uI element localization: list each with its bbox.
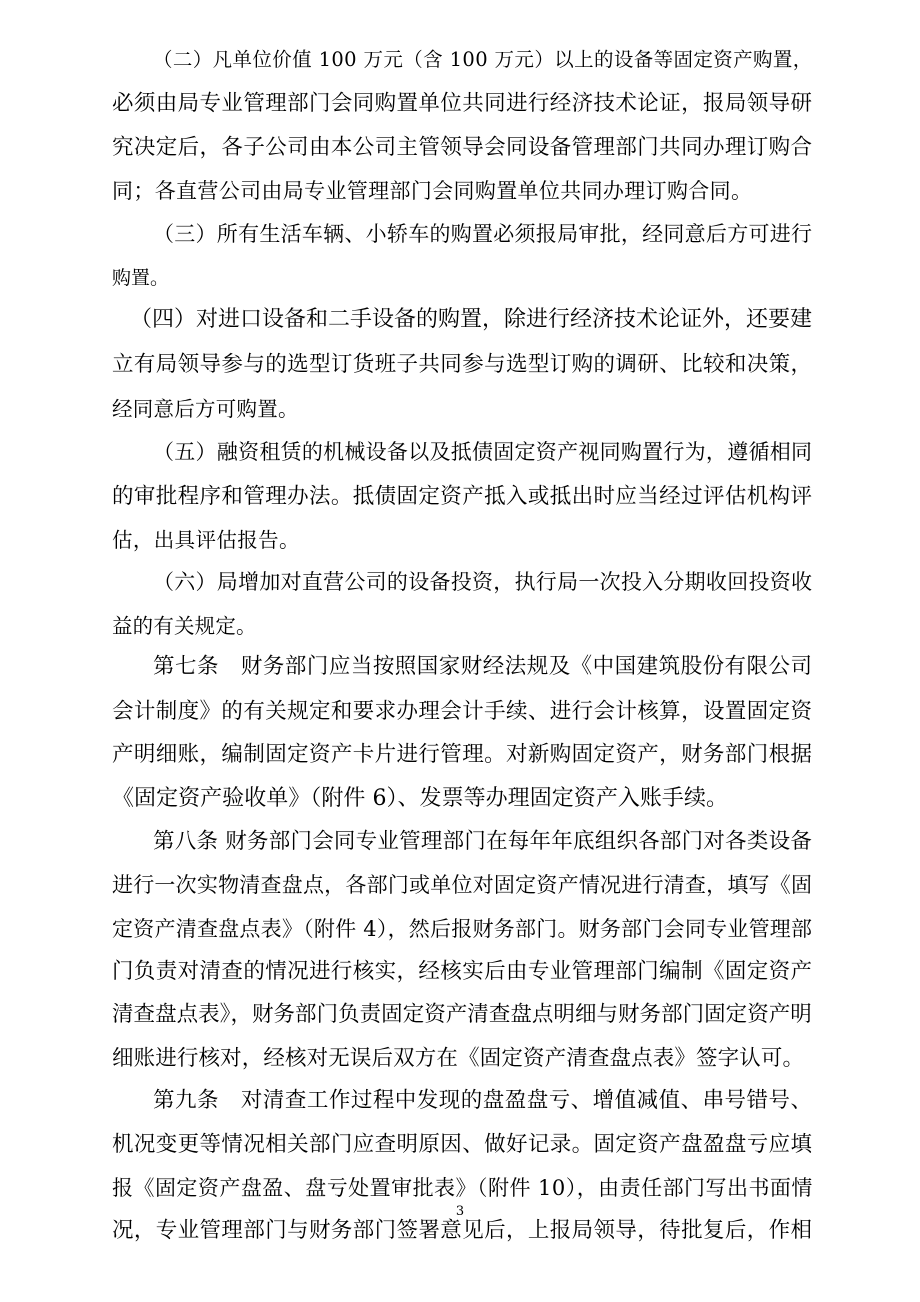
text-line: （二）凡单位价值 100 万元（含 100 万元）以上的设备等固定资产购置， <box>153 48 813 71</box>
text-line: 况，专业管理部门与财务部门签署意见后，上报局领导，待批复后，作相 <box>112 1218 813 1243</box>
text-line: 估，出具评估报告。 <box>112 528 300 552</box>
text-line: 必须由局专业管理部门会同购置单位共同进行经济技术论证，报局领导研 <box>112 91 813 116</box>
text-line: 清查盘点表》，财务部门负责固定资产清查盘点明细与财务部门固定资产明 <box>112 1002 812 1027</box>
text-line: 报《固定资产盘盈、盘亏处置审批表》（附件 10），由责任部门写出书面情 <box>112 1176 813 1200</box>
text-line: 究决定后，各子公司由本公司主管领导会同设备管理部门共同办理订购合 <box>112 135 813 160</box>
text-line: 定资产清查盘点表》（附件 4），然后报财务部门。财务部门会同专业管理部 <box>112 917 813 941</box>
text-line: 购置。 <box>112 267 170 289</box>
text-line: 会计制度》的有关规定和要求办理会计手续、进行会计核算，设置固定资 <box>112 699 813 724</box>
text-line: （四）对进口设备和二手设备的购置，除进行经济技术论证外，还要建 <box>130 307 813 332</box>
text-line: 机况变更等情况相关部门应查明原因、做好记录。固定资产盘盈盘亏应填 <box>112 1132 813 1157</box>
text-line: 细账进行核对，经核对无误后双方在《固定资产清查盘点表》签字认可。 <box>112 1046 805 1071</box>
text-line: （五）融资租赁的机械设备以及抵债固定资产视同购置行为，遵循相同 <box>153 440 813 464</box>
text-line: （三）所有生活车辆、小轿车的购置必须报局审批，经同意后方可进行 <box>153 222 813 246</box>
text-line: 《固定资产验收单》（附件 6）、发票等办理固定资产入账手续。 <box>112 786 729 811</box>
text-line: 第七条 财务部门应当按照国家财经法规及《中国建筑股份有限公司 <box>153 654 813 679</box>
text-line: 的审批程序和管理办法。抵债固定资产抵入或抵出时应当经过评估机构评 <box>112 484 813 509</box>
text-line: 立有局领导参与的选型订货班子共同参与选型订购的调研、比较和决策， <box>112 352 813 377</box>
text-line: 门负责对清查的情况进行核实，经核实后由专业管理部门编制《固定资产 <box>112 959 813 984</box>
text-line: 第九条 对清查工作过程中发现的盘盈盘亏、增值减值、串号错号、 <box>153 1088 813 1113</box>
text-line: 进行一次实物清查盘点，各部门或单位对固定资产情况进行清查，填写《固 <box>112 873 813 897</box>
text-line: 益的有关规定。 <box>112 614 257 638</box>
text-line: （六）局增加对直营公司的设备投资，执行局一次投入分期收回投资收 <box>153 570 813 594</box>
page-number: 3 <box>455 1204 465 1219</box>
text-line: 产明细账，编制固定资产卡片进行管理。对新购固定资产，财务部门根据 <box>112 742 813 767</box>
text-line: 第八条 财务部门会同专业管理部门在每年年底组织各部门对各类设备 <box>153 829 813 854</box>
text-line: 经同意后方可购置。 <box>112 397 299 421</box>
text-line: 同；各直营公司由局专业管理部门会同购置单位共同办理订购合同。 <box>112 179 753 203</box>
